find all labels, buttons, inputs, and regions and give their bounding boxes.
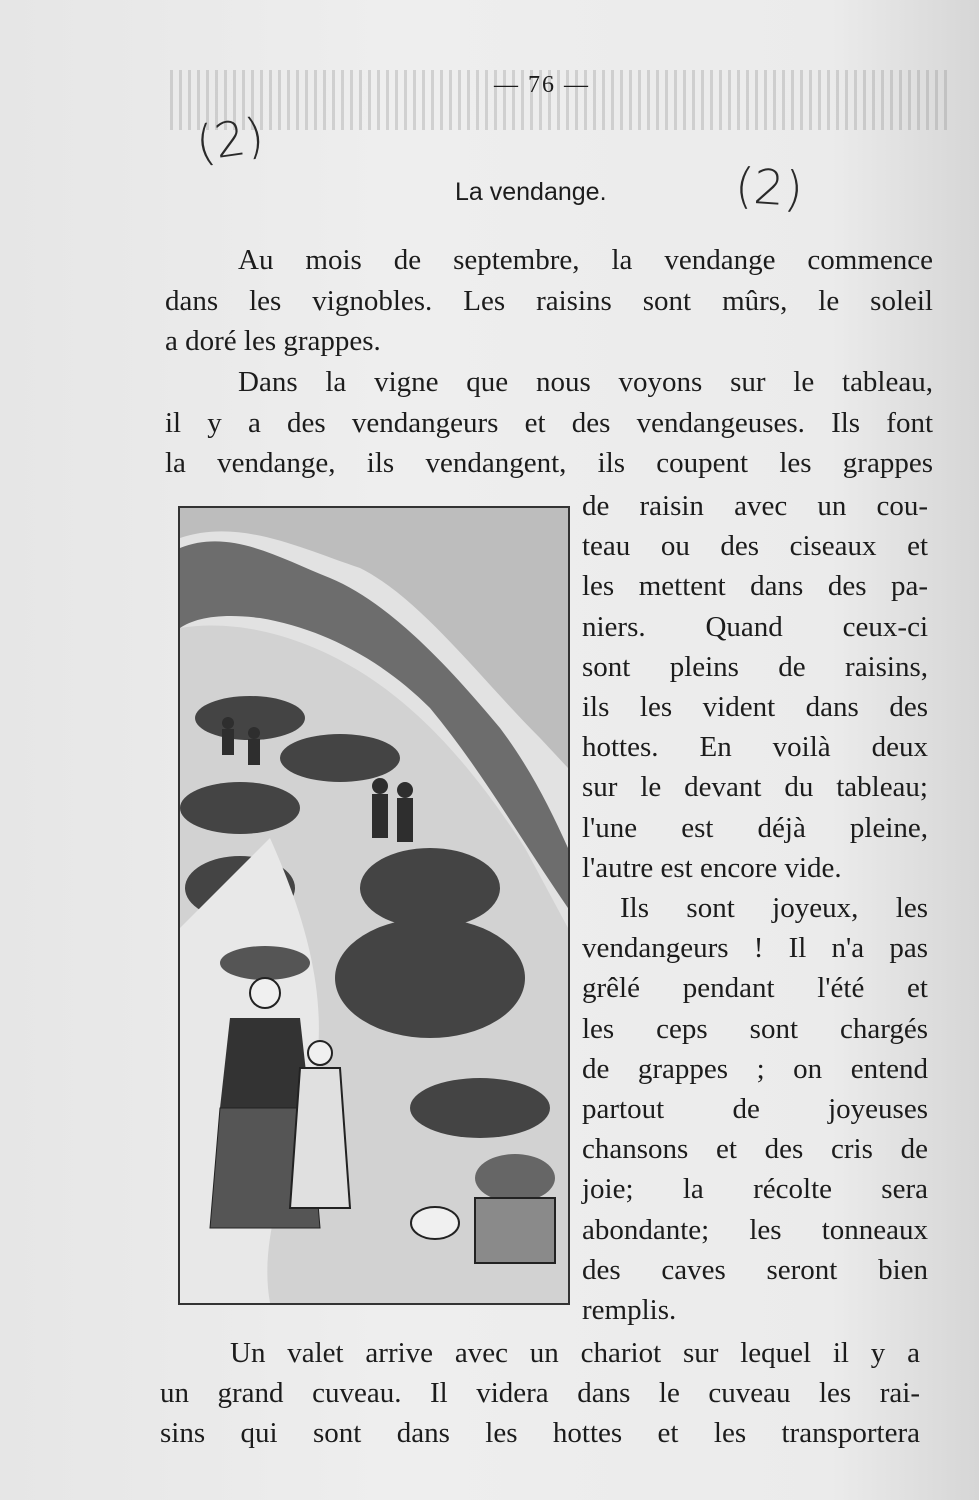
text-line: l'autre est encore vide. [582, 851, 842, 884]
text-line: des caves seront bien [582, 1253, 928, 1286]
text-line: dans les vignobles. Les raisins sont mûrs, le soleil [165, 284, 933, 317]
text-line: Dans la vigne que nous voyons sur le tableau, [238, 366, 933, 398]
text-line: Ils sont joyeux, les [620, 892, 928, 925]
text-line: grêlé pendant l'été et [582, 972, 928, 1005]
text-line: ils les vident dans des [582, 691, 928, 724]
text-line: sont pleins de raisins, [582, 650, 928, 683]
text-line: les ceps sont chargés [582, 1012, 928, 1045]
pencil-annotation-left: (2) [192, 107, 268, 173]
text-line: un grand cuveau. Il videra dans le cuveau les rai- [160, 1377, 920, 1409]
pencil-annotation-right: (2) [733, 157, 805, 219]
text-line: abondante; les tonneaux [582, 1213, 928, 1246]
text-line: remplis. [582, 1294, 677, 1327]
paragraph-2 [165, 362, 933, 484]
text-line: teau ou des ciseaux et [582, 530, 928, 563]
text-line: hottes. En voilà deux [582, 731, 928, 764]
text-line: niers. Quand ceux-ci [582, 610, 928, 643]
text-line: l'une est déjà pleine, [582, 811, 928, 844]
vineyard-illustration [178, 506, 570, 1305]
page-title: La vendange. [455, 178, 607, 206]
text-line: partout de joyeuses [582, 1093, 928, 1126]
text-line: Un valet arrive avec un chariot sur lequel il y a [230, 1337, 920, 1369]
text-line: de grappes ; on entend [582, 1052, 928, 1085]
text-line: joie; la récolte sera [582, 1173, 928, 1206]
page-number: — 76 — [494, 72, 590, 98]
paragraph-1 [165, 240, 933, 362]
text-line: sins qui sont dans les hottes et les transportera [160, 1417, 920, 1449]
wrapped-text-column [582, 486, 928, 1330]
text-line: les mettent dans des pa- [582, 570, 928, 603]
text-line: il y a des vendangeurs et des vendangeuses. Ils font [165, 406, 933, 439]
text-line: a doré les grappes. [165, 325, 381, 357]
text-line: Au mois de septembre, la vendange commence [238, 244, 933, 276]
text-line: vendangeurs ! Il n'a pas [582, 932, 928, 965]
text-line: sur le devant du tableau; [582, 771, 928, 804]
paragraph-3 [160, 1333, 920, 1453]
text-line: chansons et des cris de [582, 1133, 928, 1166]
text-line: la vendange, ils vendangent, ils coupent les grappes [165, 447, 933, 479]
vineyard-engraving [180, 508, 568, 1303]
text-line: de raisin avec un cou- [582, 490, 928, 522]
